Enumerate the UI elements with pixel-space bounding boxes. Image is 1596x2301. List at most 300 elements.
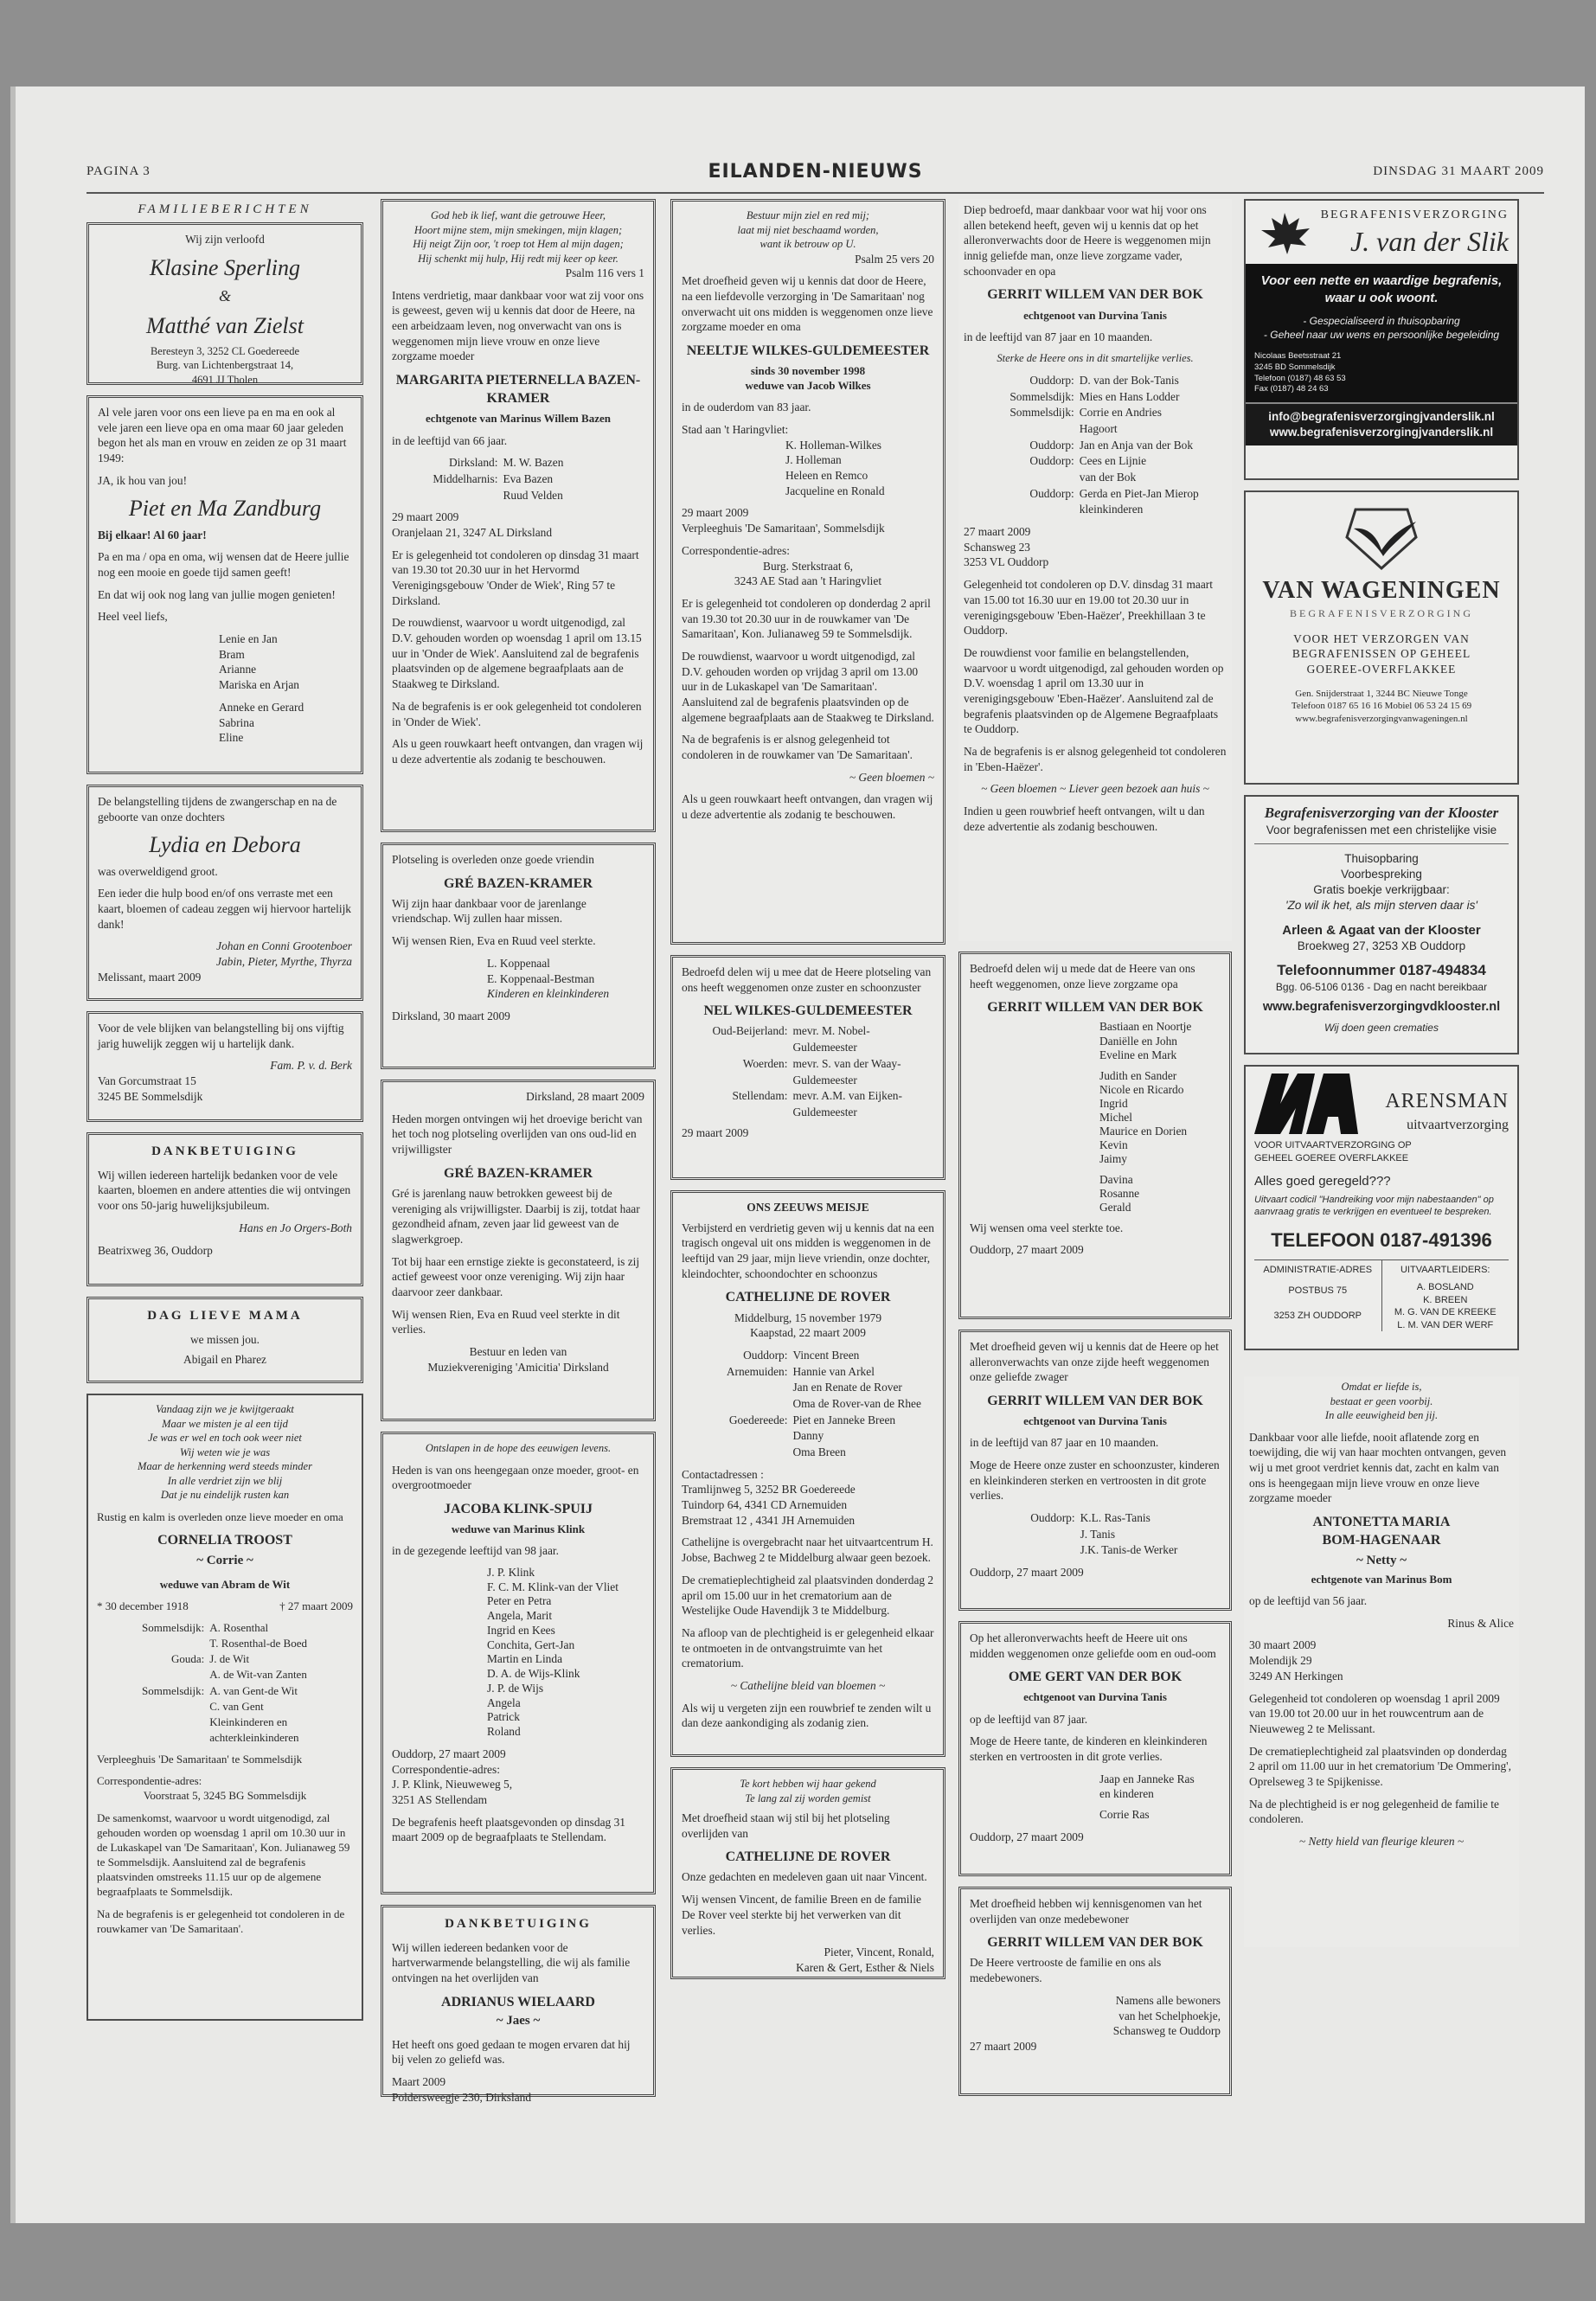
row-place: [964, 502, 1080, 517]
poem-line: Maar de herkenning werd steeds minder: [138, 1460, 312, 1472]
text: En dat wij ook nog lang van jullie mogen genieten!: [98, 587, 336, 601]
text: De rouwdienst voor familie en belangstellenden, waarvoor u wordt uitgenodigd, zal gehouden worden op D.V. woensdag 1 april om 13.30 uur in verenigingsgebouw 'Eben-Haëzer'. Aansluitend zal de begrafenis plaatsvinden op de Algemene Begraafplaats te Ouddorp.: [964, 645, 1224, 736]
family-row: [964, 389, 1227, 405]
deceased-name: OME GERT VAN DER BOK: [1008, 1670, 1183, 1685]
row-place: Gouda:: [170, 1652, 205, 1666]
poem-line: bestaat er geen voorbij.: [1330, 1394, 1433, 1407]
signatory: Judith en Sander: [1099, 1068, 1177, 1082]
address: Broekweg 27, 3253 XB Ouddorp: [1297, 939, 1466, 953]
newspaper-title: EILANDEN-NIEUWS: [708, 161, 923, 183]
family-row: [970, 1527, 1221, 1542]
text: in de leeftijd van 87 jaar en 10 maanden.: [964, 330, 1153, 343]
deceased-name: GERRIT WILLEM VAN DER BOK: [987, 287, 1203, 303]
signatory: Bram: [219, 647, 245, 661]
signatory: Maurice en Dorien: [1099, 1125, 1188, 1138]
ad-title: DAG LIEVE MAMA: [147, 1309, 303, 1323]
brand-sub: BEGRAFENISVERZORGING: [1289, 606, 1473, 619]
text: Gré is jarenlang nauw betrokken geweest bij de vereniging als vrijwilligster. Daarbij is zij, totdat haar gezondheid afnam, zeven jaar lid geweest van de slagwerkgroep.: [392, 1186, 640, 1246]
name: Piet en Ma Zandburg: [128, 496, 322, 522]
family-row: [964, 438, 1227, 453]
poem-line: Hoort mijne stem, mijn smekingen, mijn klagen;: [413, 223, 623, 236]
website-link[interactable]: www.begrafenisverzorgingjvanderslik.nl: [1269, 426, 1494, 439]
text: De crematieplechtigheid zal plaatsvinden donderdag 2 april om 15.00 uur in het crematorium aan de Westelijke Oude Havendijk 3 te Middelburg.: [682, 1573, 934, 1618]
email-link[interactable]: info@begrafenisverzorgingjvanderslik.nl: [1268, 410, 1495, 424]
text: ~ Geen bloemen ~ Liever geen bezoek aan huis ~: [981, 782, 1209, 796]
signatory: Jaap en Janneke Ras: [1099, 1772, 1195, 1785]
family-row: [682, 1040, 934, 1055]
text: Het heeft ons goed gedaan te mogen ervaren dat hij bij velen zo geliefd was.: [392, 2037, 631, 2067]
row-place: [682, 1073, 792, 1088]
row-names: van der Bok: [1079, 471, 1137, 484]
signatory: Eline: [219, 731, 244, 745]
family-row: [964, 486, 1227, 502]
signatory: Angela: [487, 1695, 521, 1709]
ad-obituary-vanderbok: [958, 199, 1232, 941]
text: Cathelijne is overgebracht naar het uitvaartcentrum H. Jobse, Bachweg 2 te Middelburg alwaar geen bezoek.: [682, 1535, 933, 1565]
place-date: Ouddorp, 27 maart 2009: [392, 1747, 506, 1760]
address: Van Gorcumstraat 15: [98, 1074, 196, 1088]
website-link[interactable]: www.begrafenisverzorgingvanwageningen.nl: [1295, 713, 1468, 724]
signatory: E. Koppenaal-Bestman: [487, 971, 595, 985]
text: op de leeftijd van 56 jaar.: [1249, 1594, 1368, 1608]
poem-line: Te kort hebben wij haar gekend: [740, 1778, 876, 1790]
brand-name: ARENSMAN: [1385, 1090, 1509, 1113]
row-names: Oma Breen: [792, 1445, 846, 1459]
service-line: 'Zo wil ik het, als mijn sterven daar is': [1285, 898, 1477, 912]
poem-line: Hij neigt Zijn oor, 't roep tot Hem al mijn dagen;: [413, 238, 624, 250]
signatory: Corrie Ras: [1099, 1808, 1150, 1822]
text: Al vele jaren voor ons een lieve pa en ma en ook al vele jaren een lieve opa en oma maar 60 jaar geleden begon het als man en vrouw en zeiden ze op 31 maart 1949:: [98, 406, 347, 465]
family-row: [682, 1396, 934, 1412]
page-header: [87, 161, 1544, 187]
signature: Rinus & Alice: [1447, 1616, 1514, 1630]
row-names: kleinkinderen: [1079, 503, 1144, 516]
signatory: en kinderen: [1099, 1787, 1154, 1801]
ad-intro: Wij zijn verloofd: [185, 233, 265, 246]
signatory: Patrick: [487, 1710, 520, 1724]
family-row: [682, 1428, 934, 1444]
contact-name: Arleen & Agaat van der Klooster: [1282, 922, 1481, 938]
text: Na de begrafenis is er gelegenheid tot condoleren in de rouwkamer van 'De Samaritaan'.: [97, 1907, 345, 1935]
family-row: [682, 1364, 934, 1380]
family-row: [964, 421, 1227, 437]
director-name: K. BREEN: [1423, 1294, 1468, 1305]
row-names: mevr. S. van der Waay-: [792, 1056, 901, 1070]
text: Als u geen rouwkaart heeft ontvangen, dan vragen wij u deze advertentie als zodanig te beschouwen.: [682, 792, 933, 822]
address: Beatrixweg 36, Ouddorp: [98, 1243, 213, 1257]
deceased-name: CORNELIA TROOST: [157, 1532, 292, 1548]
row-names: J.K. Tanis-de Werker: [1080, 1543, 1178, 1557]
text: Plotseling is overleden onze goede vriendin: [392, 853, 594, 866]
row-place: Ouddorp:: [1029, 454, 1074, 468]
family-row: [97, 1636, 353, 1650]
scripture-ref: Psalm 25 vers 20: [855, 252, 934, 266]
subtitle: weduwe van Jacob Wilkes: [745, 379, 871, 393]
signatory: Martin en Linda: [487, 1652, 563, 1666]
ad-nephew-vanderbok: [958, 1621, 1232, 1876]
ad-brotherinlaw-vanderbok: [958, 1330, 1232, 1611]
column-4: [958, 199, 1232, 2106]
signature: Schansweg te Ouddorp: [1112, 2024, 1221, 2038]
family-row: [97, 1699, 353, 1714]
text: Als wij u vergeten zijn een rouwbrief te zenden wilt u dan deze aankondiging als zodanig zien.: [682, 1701, 932, 1730]
text: Na de begrafenis is er alsnog gelegenheid tot condoleren in de rouwkamer van 'De Samaritaan'.: [682, 733, 913, 762]
date: 29 maart 2009: [392, 510, 459, 524]
signature: Karen & Gert, Esther & Niels: [796, 1960, 934, 1974]
row-place: Ouddorp:: [743, 1348, 788, 1362]
ad-title: DANKBETUIGING: [151, 1144, 298, 1158]
director-name: L. M. VAN DER WERF: [1397, 1319, 1494, 1330]
birth-date: Middelburg, 15 november 1979: [734, 1311, 882, 1324]
signature: Bestuur en leden van: [469, 1345, 567, 1359]
text: Bedroefd delen wij u mede dat de Heere van ons heeft weggenomen, onze lieve zorgzame opa: [970, 962, 1195, 990]
deceased-name: JACOBA KLINK-SPUIJ: [443, 1501, 593, 1516]
text: Een ieder die hulp bood en/of ons verraste met een kaart, bloemen of cadeau zeggen wij hiervoor hartelijk dank!: [98, 887, 351, 931]
family-row: [682, 1413, 934, 1428]
text: Er is gelegenheid tot condoleren op donderdag 2 april van 19.30 tot 20.30 uur in de rouwkamer van 'De Samaritaan', Kon. Julianaweg 59 te Sommelsdijk.: [682, 596, 931, 641]
ad-obituary-bom: [1244, 1376, 1519, 1947]
text: Gelegenheid tot condoleren op woensdag 1 april 2009 van 19.00 tot 20.00 uur in het rouwcentrum aan de Nieuweweg 2 te Melissant.: [1249, 1691, 1500, 1735]
text: ~ Geen bloemen ~: [849, 770, 934, 784]
family-row: [97, 1651, 353, 1666]
row-place: [682, 1396, 792, 1412]
signatory: L. Koppenaal: [487, 956, 550, 970]
family-row: [97, 1620, 353, 1635]
signatory: [1099, 1166, 1221, 1173]
ad-obituary-klink: [381, 1432, 656, 1894]
tagline: Voor een nette en waardige begrafenis,: [1260, 272, 1503, 288]
text: VOOR UITVAARTVERZORGING OP: [1254, 1140, 1412, 1150]
address: 4691 JJ Tholen: [191, 373, 259, 386]
row-names: Cees en Lijnie: [1079, 454, 1147, 468]
row-names: Ruud Velden: [503, 488, 563, 502]
poem-line: laat mij niet beschaamd worden,: [737, 223, 879, 236]
deceased-name: CATHELIJNE DE ROVER: [725, 1849, 891, 1865]
service-line: Voorbespreking: [1341, 868, 1422, 881]
row-names: J. Tanis: [1080, 1527, 1116, 1541]
address: Beresteyn 3, 3252 CL Goedereede: [150, 344, 300, 357]
row-names: Jan en Renate de Rover: [792, 1381, 902, 1394]
ad-title: ONS ZEEUWS MEISJE: [747, 1201, 869, 1214]
family-row: [682, 1056, 934, 1072]
row-place: Ouddorp:: [1029, 486, 1074, 500]
text: Wij wensen Rien, Eva en Ruud veel sterkte.: [392, 934, 596, 948]
text: Als u geen rouwkaart heeft ontvangen, dan vragen wij u deze advertentie als zodanig te beschouwen.: [392, 737, 644, 766]
deceased-name: GERRIT WILLEM VAN DER BOK: [987, 1000, 1203, 1016]
row-place: [682, 1380, 792, 1395]
subtitle: echtgenoot van Durvina Tanis: [1023, 308, 1167, 322]
text: Bij elkaar! Al 60 jaar!: [98, 528, 207, 542]
text: De crematieplechtigheid zal plaatsvinden op donderdag 2 april om 11.00 uur in het crematorium 'De Ommering', Oprelseweg 3 te Spijkenisse.: [1249, 1744, 1511, 1788]
name: Matthé van Zielst: [146, 312, 304, 338]
text: Met droefheid staan wij stil bij het plotseling overlijden van: [682, 1811, 890, 1840]
text: Contactadressen :: [682, 1467, 764, 1481]
ad-friend-bazen: [381, 843, 656, 1069]
deceased-name: GRÉ BAZEN-KRAMER: [443, 875, 593, 891]
text: we missen jou.: [190, 1332, 260, 1346]
text: Wij willen iedereen hartelijk bedanken voor de vele kaarten, bloemen en andere attenties die wij ontvingen voor ons 50-jarig huwelijksjubileum.: [98, 1168, 351, 1213]
ad-vanwageningen: [1244, 490, 1519, 785]
family-row: [682, 1380, 934, 1395]
address: 3253 ZH OUDDORP: [1273, 1310, 1362, 1321]
family-row: [682, 1445, 934, 1460]
phone: TELEFOON 0187-491396: [1271, 1228, 1492, 1251]
signatory: Ingrid en Kees: [487, 1623, 555, 1637]
deceased-name: NEL WILKES-GULDEMEESTER: [703, 1003, 913, 1019]
fax: Fax (0187) 48 24 63: [1254, 384, 1329, 394]
signatory: J. P. Klink: [487, 1565, 535, 1579]
signatory: Bastiaan en Noortje: [1099, 1020, 1192, 1034]
text: Bedroefd delen wij u mee dat de Heere plotseling van ons heeft weggenomen onze zuster en schoonzuster: [682, 965, 932, 994]
family-row: [970, 1542, 1221, 1558]
signatory: Peter en Petra: [487, 1594, 552, 1608]
signatory: Jacqueline en Ronald: [785, 484, 885, 497]
address: Nicolaas Beetsstraat 21: [1254, 350, 1342, 361]
row-names: K.L. Ras-Tanis: [1080, 1511, 1151, 1525]
family-row: [964, 470, 1227, 485]
address: Tramlijnweg 5, 3252 BR Goedereede: [682, 1483, 856, 1497]
signatory: Kinderen en kleinkinderen: [487, 987, 610, 1001]
leaf-icon: [1254, 209, 1315, 258]
text: Dankbaar voor alle liefde, nooit aflatende zorg en toewijding, die wij van haar mochten ontvangen, geven wij u met groot verdriet kennis dat, zacht en kalm van ons is heengegaan mijn lieve vrouw en onze lieve zorgzame moeder: [1249, 1430, 1507, 1505]
phone: Telefoonnummer 0187-494834: [1277, 962, 1486, 979]
family-row: [392, 455, 644, 471]
row-names: achterkleinkinderen: [209, 1730, 299, 1744]
signatory: Mariska en Arjan: [219, 678, 299, 692]
row-place: Woerden:: [742, 1056, 788, 1070]
row-names: Kleinkinderen en: [209, 1715, 288, 1728]
column-3: [670, 199, 945, 1990]
director-name: A. BOSLAND: [1416, 1282, 1474, 1293]
poem-line: Omdat er liefde is,: [1341, 1381, 1422, 1393]
row-place: Ouddorp:: [1029, 373, 1074, 387]
phone: Telefoon 0187 65 16 16 Mobiel 06 53 24 15 69: [1291, 701, 1472, 712]
signatory: J. P. de Wijs: [487, 1681, 544, 1695]
subtitle: sinds 30 november 1998: [750, 364, 866, 378]
date: 29 maart 2009: [682, 506, 749, 520]
ad-obituary-derover: [670, 1190, 945, 1757]
text: Correspondentie-adres:: [97, 1774, 202, 1788]
signatory: J. Holleman: [785, 453, 842, 467]
address: 3251 AS Stellendam: [392, 1792, 488, 1806]
date: 30 maart 2009: [1249, 1638, 1317, 1652]
deceased-name: ANTONETTA MARIA: [1312, 1514, 1451, 1529]
address: Burg. van Lichtenbergstraat 14,: [156, 359, 294, 372]
ad-mama: [87, 1297, 363, 1383]
row-place: [970, 1542, 1080, 1558]
family-row: [682, 1348, 934, 1363]
ad-thanks-anniversary: [87, 1011, 363, 1122]
text: De begrafenis heeft plaatsgevonden op dinsdag 31 maart 2009 op de begraafplaats te Stellendam.: [392, 1815, 625, 1844]
row-names: Danny: [792, 1429, 824, 1443]
brand-name: Begrafenisverzorging van der Klooster: [1264, 804, 1499, 821]
row-names: C. van Gent: [209, 1699, 264, 1713]
date: Maart 2009: [392, 2075, 446, 2089]
place-date: Ouddorp, 27 maart 2009: [970, 1566, 1084, 1580]
row-names: Oma de Rover-van de Rhee: [792, 1396, 921, 1410]
brand-name: VAN WAGENINGEN: [1262, 577, 1501, 604]
row-place: Ouddorp:: [1030, 1511, 1075, 1525]
ad-obituary-troost: [87, 1394, 363, 2021]
text: Wij willen iedereen bedanken voor de hartverwarmende belangstelling, die wij als familie ontvingen na het overlijden van: [392, 1940, 631, 1985]
signatory: Sabrina: [219, 715, 254, 729]
subtitle: weduwe van Marinus Klink: [451, 1522, 586, 1535]
row-names: T. Rosenthal-de Boed: [209, 1637, 307, 1650]
address: J. P. Klink, Nieuweweg 5,: [392, 1778, 513, 1791]
row-names: Piet en Janneke Breen: [792, 1413, 896, 1426]
row-place: Goedereede:: [728, 1413, 788, 1426]
service-line: Gratis boekje verkrijgbaar:: [1313, 882, 1450, 896]
text: Met droefheid geven wij u kennis dat door de Heere, na een liefdevolle verzorging in 'De Samaritaan' nog onverwacht uit ons midden is weggenomen onze lieve zorgzame moeder en oma: [682, 274, 933, 334]
signature: Jabin, Pieter, Myrthe, Thyrza: [216, 955, 352, 968]
row-names: A. van Gent-de Wit: [209, 1683, 298, 1697]
row-names: Corrie en Andries: [1079, 406, 1162, 420]
family-row: [97, 1730, 353, 1745]
column-2: [381, 199, 656, 2107]
text: Rustig en kalm is overleden onze lieve moeder en oma: [97, 1509, 343, 1523]
poem-line: Sterke de Heere ons in dit smartelijke verlies.: [997, 352, 1194, 365]
address: Bremstraat 12 , 4341 JH Arnemuiden: [682, 1513, 856, 1527]
address: 3245 BD Sommelsdijk: [1254, 362, 1336, 372]
row-place: Oud-Beijerland:: [712, 1024, 788, 1038]
text: Wij doen geen crematies: [1324, 1021, 1439, 1034]
poem-line: Dat je nu eindelijk rusten kan: [160, 1489, 290, 1501]
row-place: Sommelsdijk:: [1010, 389, 1074, 403]
text: De samenkomst, waarvoor u wordt uitgenodigd, zal gehouden worden op woensdag 1 april om 10.30 uur in de Lukaskapel van 'De Samaritaan', Kon. Julianaweg 59 te Sommelsdijk. Aansluitend zal de begrafenis plaatsvinden omstreeks 11.15 uur op de algemene begraafplaats te Sommelsdijk.: [97, 1811, 350, 1899]
text: Intens verdrietig, maar dankbaar voor wat zij voor ons is geweest, geven wij u kennis dat door de Heere, na een arbeidzaam leven, nog onverwacht van ons is weggenomen mijn lieve vrouw en onze lieve zorgzame moeder: [392, 288, 644, 363]
row-names: Vincent Breen: [792, 1348, 860, 1362]
row-names: Mies en Hans Lodder: [1079, 389, 1180, 403]
death-date: Kaapstad, 22 maart 2009: [750, 1326, 866, 1340]
service-line: - Geheel naar uw wens en persoonlijke begeleiding: [1263, 329, 1500, 342]
address: Burg. Sterkstraat 6,: [763, 559, 853, 573]
deceased-name: GERRIT WILLEM VAN DER BOK: [987, 1394, 1203, 1409]
family-row: [964, 405, 1227, 420]
subtitle: echtgenote van Marinus Willem Bazen: [425, 412, 611, 426]
death-date: † 27 maart 2009: [279, 1599, 353, 1612]
signatory: D. A. de Wijs-Klink: [487, 1667, 580, 1681]
ad-family-wilkes: [670, 955, 945, 1180]
address: 3245 BE Sommelsdijk: [98, 1089, 203, 1103]
address: Molendijk 29: [1249, 1654, 1312, 1668]
ad-friends-derover: [670, 1767, 945, 1979]
brand-top: BEGRAFENISVERZORGING: [1320, 208, 1509, 221]
ad-vanderklooster: [1244, 795, 1519, 1054]
deceased-name: CATHELIJNE DE ROVER: [725, 1290, 891, 1305]
text: in de ouderdom van 83 jaar.: [682, 401, 811, 414]
family-row: [97, 1683, 353, 1698]
deceased-name: ADRIANUS WIELAARD: [441, 1994, 595, 2009]
location: Verpleeghuis 'De Samaritaan', Sommelsdijk: [682, 522, 885, 535]
text: Correspondentie-adres:: [682, 543, 790, 557]
section-title: FAMILIEBERICHTEN: [138, 202, 312, 216]
place-date: Ouddorp, 27 maart 2009: [970, 1243, 1084, 1257]
birth-date: * 30 december 1918: [97, 1599, 189, 1612]
date: 29 maart 2009: [682, 1125, 749, 1139]
row-names: Hannie van Arkel: [792, 1364, 875, 1378]
signature: Hans en Jo Orgers-Both: [239, 1221, 352, 1234]
row-place: [964, 470, 1080, 485]
signature: van het Schelphoekje,: [1118, 2009, 1221, 2022]
text: in de leeftijd van 87 jaar en 10 maanden.: [970, 1436, 1159, 1450]
poem-line: Hij schenkt mij hulp, Hij redt mij keer op keer.: [418, 252, 619, 265]
family-row: [682, 1073, 934, 1088]
text: GOEREE-OVERFLAKKEE: [1306, 663, 1457, 676]
poem-line: God heb ik lief, want die getrouwe Heer,: [431, 209, 606, 221]
service-line: - Gespecialiseerd in thuisopbaring: [1303, 315, 1460, 328]
brand-name: J. van der Slik: [1349, 226, 1509, 258]
address: POSTBUS 75: [1288, 1285, 1348, 1297]
deceased-name: GRÉ BAZEN-KRAMER: [443, 1165, 593, 1181]
row-place: [970, 1527, 1080, 1542]
row-place: Sommelsdijk:: [142, 1683, 205, 1697]
signatory: Michel: [1099, 1110, 1132, 1124]
row-place: Stellendam:: [732, 1089, 788, 1103]
dove-icon: [1330, 503, 1433, 572]
row-place: Ouddorp:: [1029, 438, 1074, 452]
address: Schansweg 23: [964, 540, 1030, 554]
row-place: [964, 421, 1080, 437]
family-row: [964, 502, 1227, 517]
row-names: Hagoort: [1079, 421, 1118, 435]
ad-music-society: [381, 1080, 656, 1421]
signatory: Daniëlle en John: [1099, 1034, 1177, 1048]
name: Klasine Sperling: [149, 254, 301, 280]
column-5: [1244, 199, 1519, 1958]
text: Met droefheid hebben wij kennisgenomen van het overlijden van onze medebewoner: [970, 1897, 1202, 1926]
subtitle: echtgenoot van Durvina Tanis: [1023, 1414, 1167, 1428]
date: 27 maart 2009: [964, 525, 1031, 539]
row-place: [682, 1040, 792, 1055]
ad-arensman: [1244, 1065, 1519, 1350]
text: Moge de Heere tante, de kinderen en kleinkinderen sterken en vertroosten in dit grote verlies.: [970, 1734, 1208, 1764]
text: Moge de Heere onze zuster en schoonzuster, kinderen en kleinkinderen sterken en vertroosten in dit grote verlies.: [970, 1458, 1220, 1503]
address: Poldersweegje 230, Dirksland: [392, 2090, 532, 2104]
family-row: [964, 453, 1227, 469]
address: Tuindorp 64, 4341 CD Arnemuiden: [682, 1498, 848, 1512]
service-line: Thuisopbaring: [1344, 852, 1419, 866]
family-row: [97, 1715, 353, 1729]
row-names: J. de Wit: [209, 1652, 250, 1666]
subtitle: weduwe van Abram de Wit: [159, 1577, 291, 1591]
text: was overweldigend groot.: [98, 864, 218, 878]
address: 3253 VL Ouddorp: [964, 555, 1049, 569]
ad-engagement: [87, 222, 363, 385]
text: Na afloop van de plechtigheid is er gelegenheid elkaar te ontmoeten in de ontvangstruimte van het crematorium.: [682, 1625, 934, 1670]
page-number: PAGINA 3: [87, 164, 151, 178]
signatory: Roland: [487, 1725, 521, 1739]
poem-line: Bestuur mijn ziel en red mij;: [746, 209, 870, 221]
ampersand: &: [218, 286, 231, 304]
poem-line: In alle eeuwigheid ben jij.: [1324, 1409, 1439, 1421]
text: Er is gelegenheid tot condoleren op dinsdag 31 maart van 19.30 tot 20.30 uur in het Hervormd Verenigingsgebouw 'Onder de Wiek', Ring 57 te Dirksland.: [392, 548, 639, 607]
signatory: Arianne: [219, 663, 257, 676]
text: Onze gedachten en medeleven gaan uit naar Vincent.: [682, 1870, 927, 1884]
row-names: mevr. M. Nobel-: [792, 1024, 870, 1038]
brand-sub: uitvaartverzorging: [1407, 1117, 1509, 1132]
text: ~ Netty hield van fleurige kleuren ~: [1298, 1835, 1465, 1849]
poem-line: Vandaag zijn we je kwijtgeraakt: [156, 1403, 294, 1415]
header-rule: [87, 192, 1544, 194]
family-row: [682, 1023, 934, 1039]
row-place: [682, 1428, 792, 1444]
row-names: Eva Bazen: [503, 471, 554, 485]
text: Heden is van ons heengegaan onze moeder, groot- en overgrootmoeder: [392, 1463, 639, 1492]
row-place: Dirksland:: [448, 456, 498, 470]
family-row: [392, 488, 644, 503]
signature: Namens alle bewoners: [1115, 1993, 1221, 2007]
website-link[interactable]: www.begrafenisverzorgingvdklooster.nl: [1262, 1000, 1501, 1015]
